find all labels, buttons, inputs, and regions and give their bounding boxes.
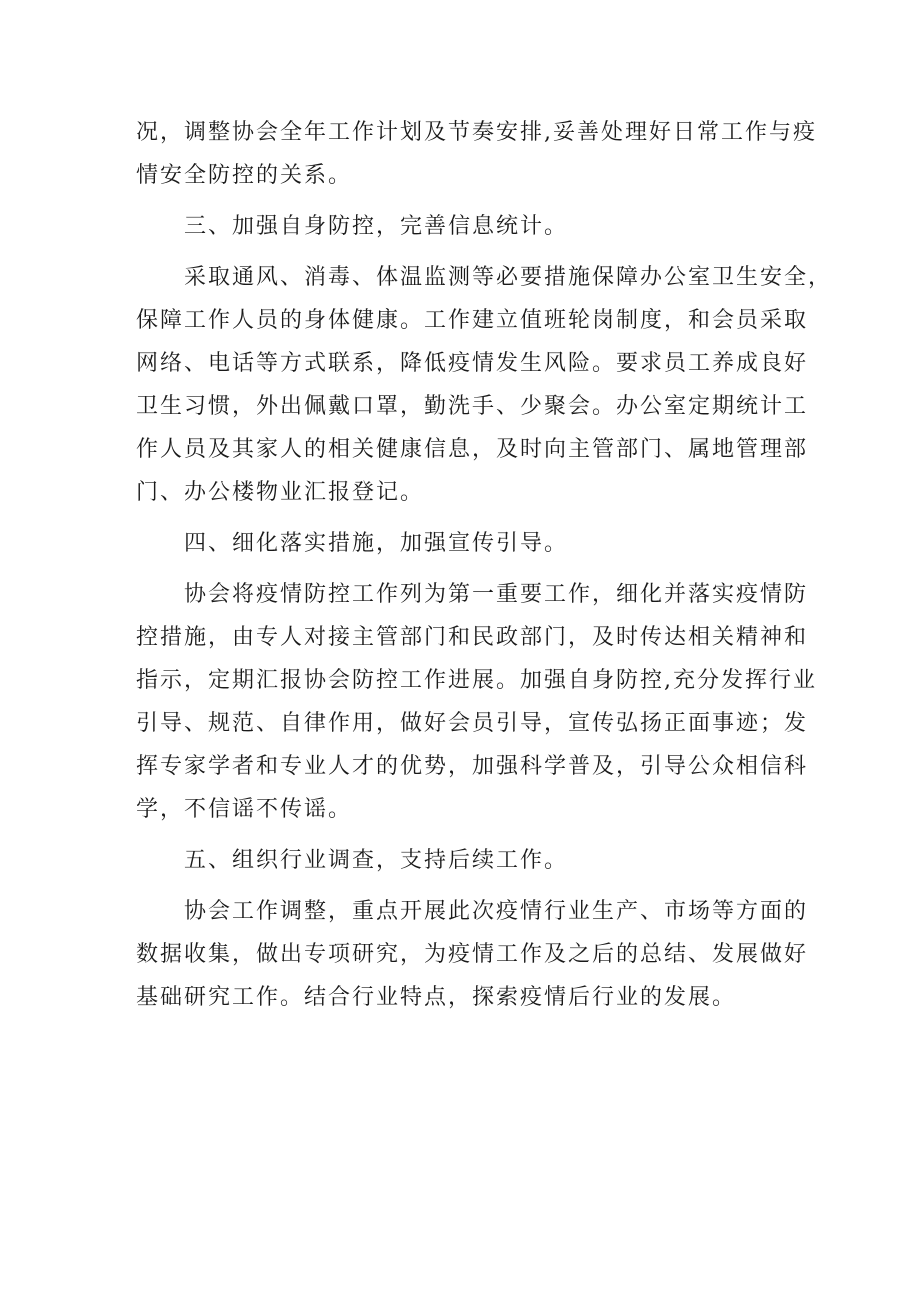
text-line: 采取通风、消毒、体温监测等必要措施保障办公室卫生安全， <box>184 265 833 290</box>
paragraph-section-4 <box>136 573 817 831</box>
text-line: 门、办公楼物业汇报登记。 <box>136 480 425 505</box>
paragraph-section-3 <box>136 256 833 514</box>
section-heading-3: 三、加强自身防控，完善信息统计。 <box>184 214 569 239</box>
paragraph-continuation <box>136 111 817 197</box>
text-line: 保障工作人员的身体健康。工作建立值班轮岗制度，和会员采取 <box>136 308 809 333</box>
section-heading-4: 四、细化落实措施，加强宣传引导。 <box>184 531 569 556</box>
text-line: 引导、规范、自律作用，做好会员引导，宣传弘扬正面事迹；发 <box>136 711 809 736</box>
text-line: 协会工作调整，重点开展此次疫情行业生产、市场等方面的 <box>184 899 809 924</box>
document-body <box>136 111 833 1019</box>
text-line: 情安全防控的关系。 <box>136 163 353 188</box>
text-line: 作人员及其家人的相关健康信息，及时向主管部门、属地管理部 <box>136 437 809 462</box>
text-line: 网络、电话等方式联系，降低疫情发生风险。要求员工养成良好 <box>136 351 809 376</box>
section-heading-5: 五、组织行业调查，支持后续工作。 <box>184 848 569 873</box>
text-line: 指示，定期汇报协会防控工作进展。加强自身防控,充分发挥行业 <box>136 668 817 693</box>
text-line: 学，不信谣不传谣。 <box>136 797 353 822</box>
text-line: 挥专家学者和专业人才的优势，加强科学普及，引导公众相信科 <box>136 754 809 779</box>
text-line: 况，调整协会全年工作计划及节奏安排,妥善处理好日常工作与疫 <box>136 120 817 145</box>
text-line: 基础研究工作。结合行业特点，探索疫情后行业的发展。 <box>136 985 737 1010</box>
text-line: 协会将疫情防控工作列为第一重要工作，细化并落实疫情防 <box>184 582 809 607</box>
paragraph-section-5 <box>136 890 809 1019</box>
text-line: 数据收集，做出专项研究，为疫情工作及之后的总结、发展做好 <box>136 942 809 967</box>
text-line: 卫生习惯，外出佩戴口罩，勤洗手、少聚会。办公室定期统计工 <box>136 394 809 419</box>
text-line: 控措施，由专人对接主管部门和民政部门，及时传达相关精神和 <box>136 625 809 650</box>
